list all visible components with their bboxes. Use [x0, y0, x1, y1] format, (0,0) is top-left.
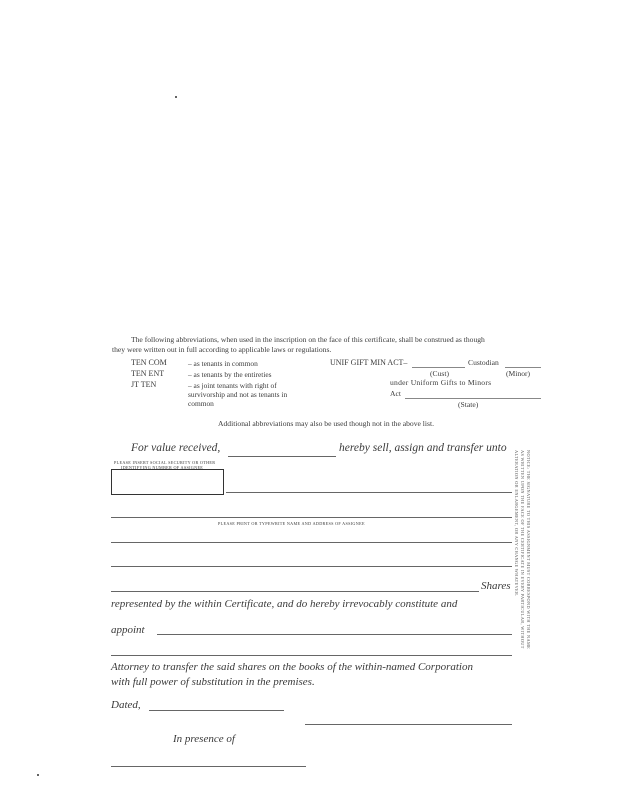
in-presence-of-label: In presence of — [173, 733, 235, 745]
state-line[interactable] — [405, 398, 541, 399]
abbr-desc-jt-ten: – as joint tenants with right of survivorship and not as tenants in common — [188, 381, 288, 408]
dated-line[interactable] — [149, 710, 284, 711]
print-name-label: PLEASE PRINT OR TYPEWRITE NAME AND ADDRESS OF ASSIGNEE — [218, 521, 365, 526]
abbr-code-ten-com: TEN COM — [131, 358, 167, 367]
minor-line[interactable] — [505, 367, 541, 368]
custodian-label: Custodian — [468, 358, 499, 367]
signature-notice — [514, 450, 531, 720]
address-line-2[interactable] — [111, 566, 512, 567]
gift-act-label: UNIF GIFT MIN ACT– — [330, 358, 408, 367]
ssn-label-line-2: IDENTIFYING NUMBER OF ASSIGNEE — [121, 465, 204, 470]
for-value-received-label: For value received, — [131, 442, 221, 454]
attorney-text-1: Attorney to transfer the said shares on the books of the within-named Corporation — [111, 661, 473, 673]
signature-line[interactable] — [305, 724, 512, 725]
minor-label: (Minor) — [506, 369, 531, 378]
assignee-line-1[interactable] — [226, 492, 512, 493]
notice-line-1: NOTICE: THE SIGNATURE TO THIS ASSIGNMENT MUST CORRESPOND WITH THE NAME — [526, 450, 531, 650]
custodian-line[interactable] — [412, 367, 465, 368]
abbr-desc-ten-ent: – as tenants by the entireties — [188, 370, 272, 379]
under-ugma-label: under Uniform Gifts to Minors — [390, 378, 492, 387]
appoint-line[interactable] — [157, 634, 512, 635]
cust-label: (Cust) — [430, 369, 449, 378]
assignee-line-2[interactable] — [111, 517, 512, 518]
attorney-text-2: with full power of substitution in the premises. — [111, 676, 315, 688]
scan-dot-bottom — [37, 774, 39, 776]
value-received-line[interactable] — [228, 456, 336, 457]
abbr-code-ten-ent: TEN ENT — [131, 369, 165, 378]
represented-text: represented by the within Certificate, and do hereby irrevocably constitute and — [111, 598, 458, 610]
ssn-label-line-1: PLEASE INSERT SOCIAL SECURITY OR OTHER — [114, 460, 216, 465]
scan-dot-top — [175, 96, 177, 98]
witness-line[interactable] — [111, 766, 306, 767]
appoint-label: appoint — [111, 624, 145, 636]
act-label: Act — [390, 389, 401, 398]
appoint-line-2[interactable] — [111, 655, 512, 656]
intro-line-1: The following abbreviations, when used in the inscription on the face of this certificate, shall be construed as though — [131, 335, 485, 344]
additional-note: Additional abbreviations may also be used though not in the above list. — [218, 419, 434, 428]
address-line-1[interactable] — [111, 542, 512, 543]
state-label: (State) — [458, 400, 479, 409]
shares-label: Shares — [481, 580, 511, 592]
dated-label: Dated, — [111, 699, 141, 711]
notice-line-2: AS WRITTEN UPON THE FACE OF THE CERTIFICATE IN EVERY PARTICULAR, WITHOUT — [520, 450, 525, 649]
hereby-label: hereby sell, assign and transfer unto — [339, 442, 507, 454]
abbr-desc-ten-com: – as tenants in common — [188, 359, 258, 368]
ssn-input-box[interactable] — [111, 469, 224, 495]
notice-line-3: ALTERATION OR ENLARGEMENT, OR ANY CHANGE WHATEVER. — [514, 450, 519, 597]
abbr-code-jt-ten: JT TEN — [131, 380, 157, 389]
shares-line[interactable] — [111, 591, 479, 592]
intro-line-2: they were written out in full according to applicable laws or regulations. — [112, 345, 332, 354]
